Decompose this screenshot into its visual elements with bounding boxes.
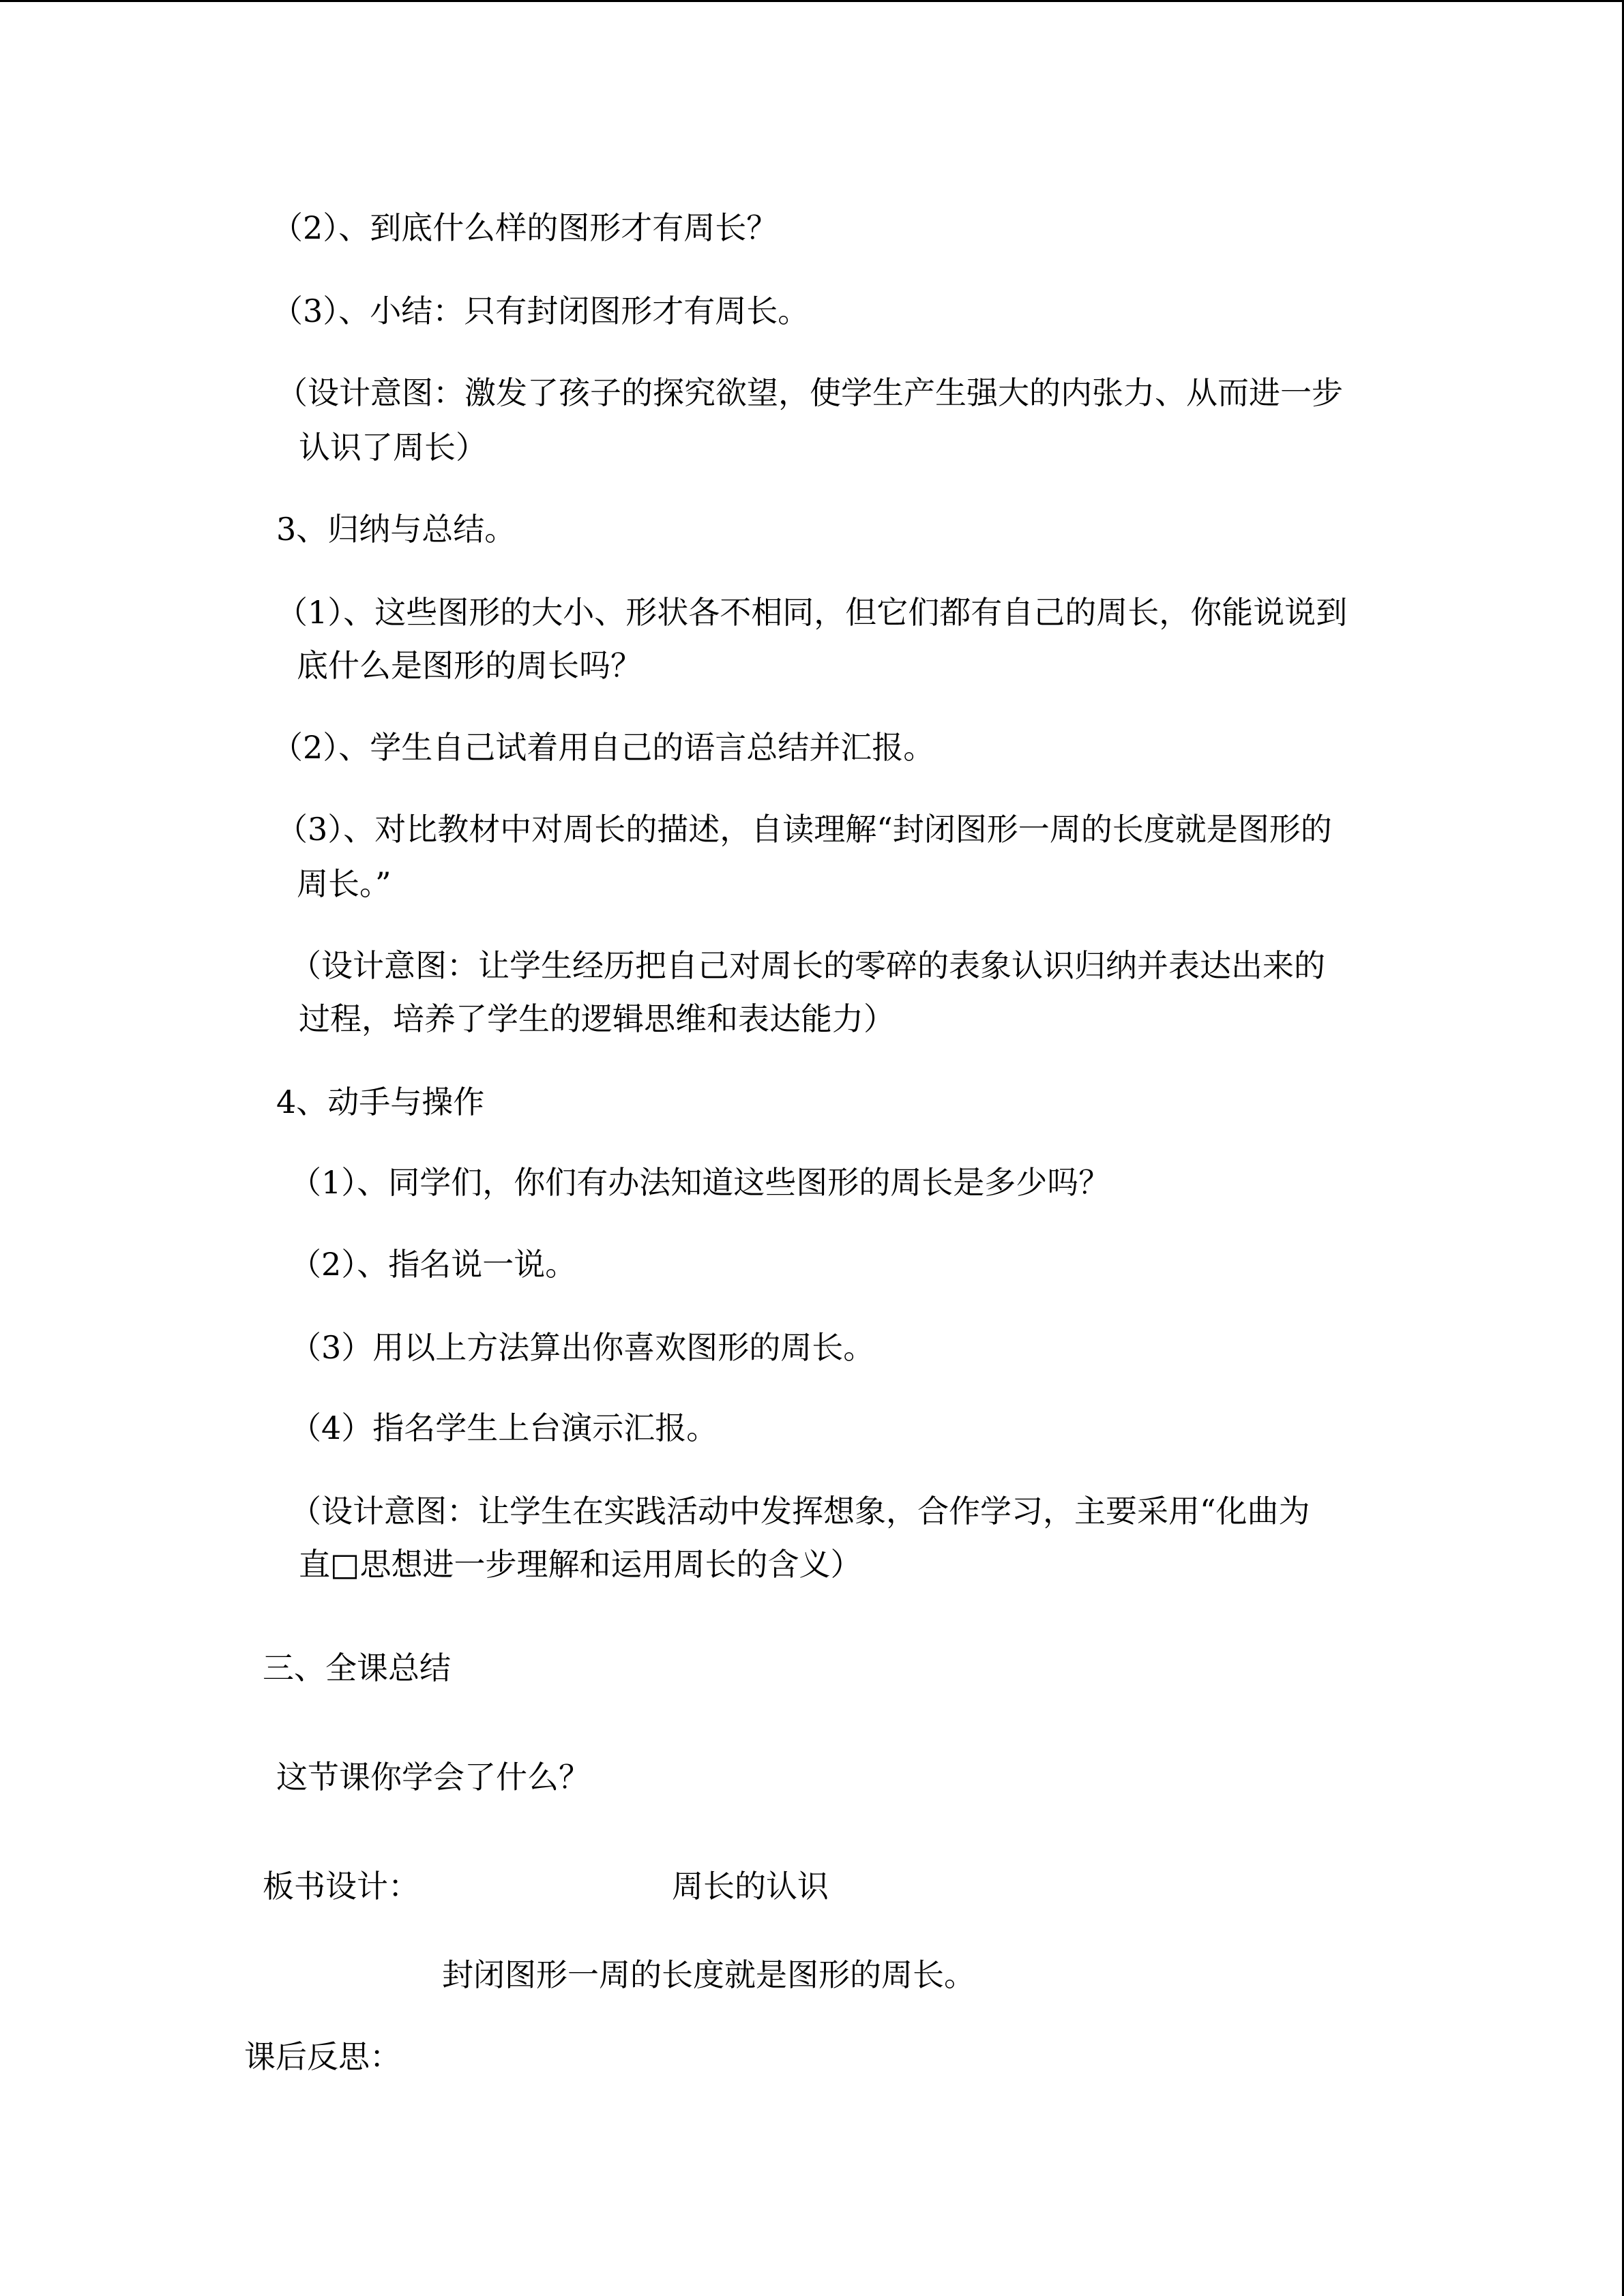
text-line: 认识了周长） bbox=[299, 429, 487, 466]
text-line: 直□思想进一步理解和运用周长的含义） bbox=[299, 1546, 862, 1583]
text-line: 底什么是图形的周长吗？ bbox=[297, 647, 642, 684]
section-heading: 4、动手与操作 bbox=[276, 1084, 485, 1120]
text-line: 过程，培养了学生的逻辑思维和表达能力） bbox=[299, 1000, 895, 1037]
text-line: （1）、这些图形的大小、形状各不相同，但它们都有自己的周长，你能说说到 bbox=[276, 594, 1348, 631]
text-line: （1）、同学们，你们有办法知道这些图形的周长是多少吗？ bbox=[290, 1164, 1110, 1201]
text-line: （3）、对比教材中对周长的描述，自读理解“封闭图形一周的长度就是图形的 bbox=[276, 811, 1332, 848]
text-line: （2）、学生自己试着用自己的语言总结并汇报。 bbox=[271, 729, 935, 766]
section-heading: 三、全课总结 bbox=[263, 1650, 451, 1686]
section-heading: 3、归纳与总结。 bbox=[276, 511, 516, 548]
text-line: （3）、小结：只有封闭图形才有周长。 bbox=[271, 293, 810, 329]
page-top-border bbox=[0, 0, 1624, 2]
text-line: 周长。” bbox=[297, 865, 392, 902]
reflection-label: 课后反思： bbox=[244, 2038, 401, 2075]
board-content: 封闭图形一周的长度就是图形的周长。 bbox=[442, 1956, 975, 1993]
text-line: （设计意图：让学生在实践活动中发挥想象，合作学习，主要采用“化曲为 bbox=[290, 1493, 1310, 1530]
board-design-label: 板书设计： bbox=[263, 1868, 419, 1905]
text-line: 这节课你学会了什么？ bbox=[276, 1759, 590, 1795]
text-line: （3）用以上方法算出你喜欢图形的周长。 bbox=[290, 1329, 875, 1366]
text-line: （4）指名学生上台演示汇报。 bbox=[290, 1410, 718, 1446]
text-line: （2）、指名说一说。 bbox=[290, 1246, 577, 1283]
text-line: （2）、到底什么样的图形才有周长？ bbox=[271, 209, 778, 246]
text-line: （设计意图：让学生经历把自己对周长的零碎的表象认识归纳并表达出来的 bbox=[290, 947, 1325, 984]
board-title: 周长的认识 bbox=[672, 1868, 829, 1905]
text-line: （设计意图：激发了孩子的探究欲望，使学生产生强大的内张力、从而进一步 bbox=[276, 374, 1343, 411]
